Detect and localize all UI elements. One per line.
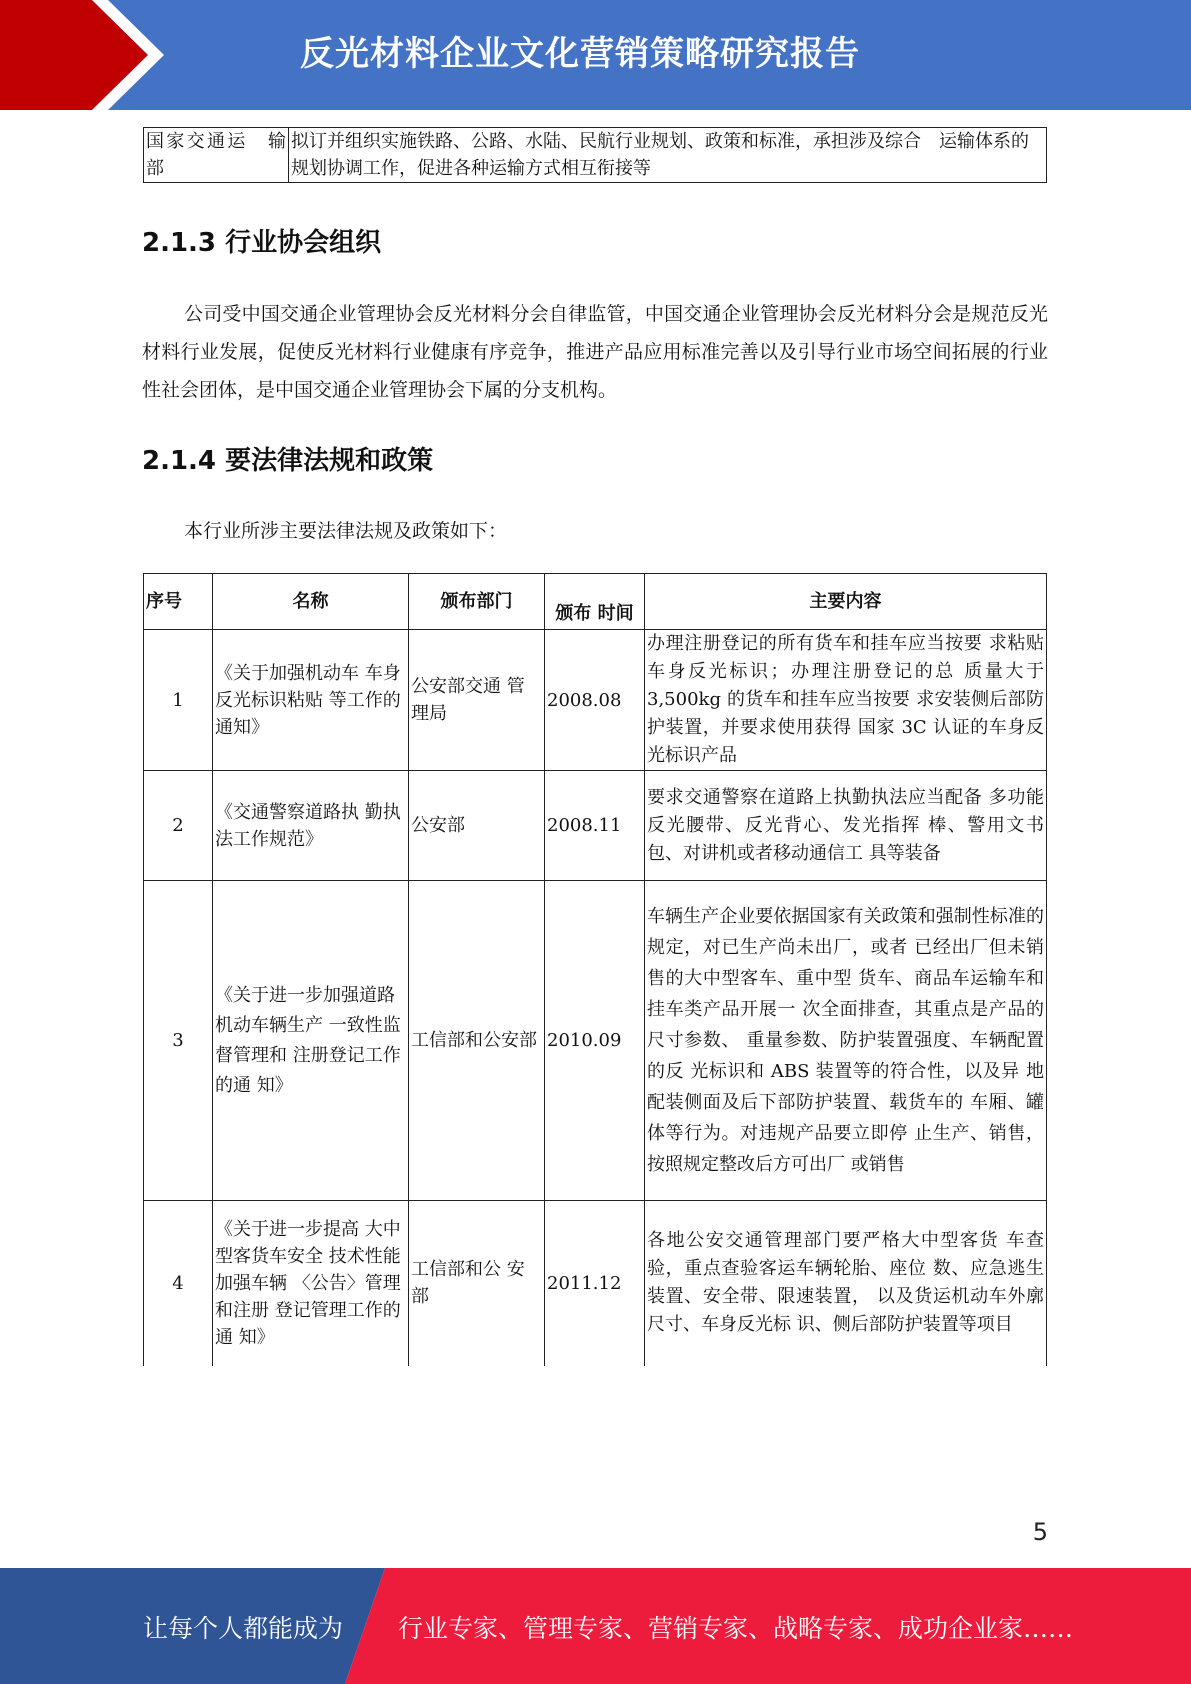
header-dept: 颁布部门 bbox=[409, 574, 545, 630]
section-heading-2-1-3: 2.1.3 行业协会组织 bbox=[142, 228, 382, 258]
row-name: 《关于进一步加强道路机动车辆生产 一致性监督管理和 注册登记工作的通 知》 bbox=[213, 881, 409, 1201]
footer-slogan-right: 行业专家、管理专家、营销专家、战略专家、成功企业家…… bbox=[398, 1614, 1074, 1643]
header-no: 序号 bbox=[144, 574, 213, 630]
table-row bbox=[144, 1201, 1047, 1366]
row-date: 2008.08 bbox=[545, 630, 645, 771]
ministry-table bbox=[143, 127, 1047, 183]
header-content: 主要内容 bbox=[645, 574, 1047, 630]
row-name: 《关于进一步提高 大中型客货车安全 技术性能加强车辆 〈公告〉管理和注册 登记管理工作的通 知》 bbox=[213, 1201, 409, 1366]
report-title: 反光材料企业文化营销策略研究报告 bbox=[300, 34, 860, 74]
header-date: 颁布 时间 bbox=[545, 574, 645, 630]
ministry-name-cell: 国家交通运 输部 bbox=[144, 128, 289, 183]
table-header-row bbox=[144, 574, 1047, 630]
row-date: 2008.11 bbox=[545, 771, 645, 881]
table-row bbox=[144, 128, 1047, 183]
row-no: 3 bbox=[144, 881, 213, 1201]
row-dept: 工信部和公安部 bbox=[409, 881, 545, 1201]
row-name: 《关于加强机动车 车身反光标识粘贴 等工作的通知》 bbox=[213, 630, 409, 771]
row-name: 《交通警察道路执 勤执法工作规范》 bbox=[213, 771, 409, 881]
ministry-desc-cell: 拟订并组织实施铁路、公路、水陆、民航行业规划、政策和标准，承担涉及综合 运输体系的规划协调工作，促进各种运输方式相互衔接等 bbox=[289, 128, 1047, 183]
row-content: 各地公安交通管理部门要严格大中型客货 车查验，重点查验客运车辆轮胎、座位 数、应急逃生装置、安全带、限速装置， 以及货运机动车外廓尺寸、车身反光标 识、侧后部防护装置等项目 bbox=[645, 1201, 1047, 1366]
row-dept: 公安部交通 管理局 bbox=[409, 630, 545, 771]
row-no: 2 bbox=[144, 771, 213, 881]
section-intro: 本行业所涉主要法律法规及政策如下： bbox=[184, 520, 508, 542]
row-dept: 公安部 bbox=[409, 771, 545, 881]
header-name: 名称 bbox=[213, 574, 409, 630]
row-content: 办理注册登记的所有货车和挂车应当按要 求粘贴车身反光标识；办理注册登记的总 质量大于 3,500kg 的货车和挂车应当按要 求安装侧后部防护装置，并要求使用获得 国家 3C 认证的车身反光标识产品 bbox=[645, 630, 1047, 771]
page-header bbox=[0, 0, 1191, 110]
row-content: 车辆生产企业要依据国家有关政策和强制性标准的规定，对已生产尚未出厂，或者 已经出厂但未销售的大中型客车、重中型 货车、商品车运输车和挂车类产品开展一 次全面排查，其重点是产品的尺寸参数、 重量参数、防护装置强度、车辆配置的反 光标识和 ABS 装置等的符合性，以及异 地配装侧面及后下部防护装置、载货车的 车厢、罐体等行为。对违规产品要立即停 止生产、销售，按照规定整改后方可出厂 或销售 bbox=[645, 881, 1047, 1201]
page-footer bbox=[0, 1568, 1191, 1684]
table-row bbox=[144, 630, 1047, 771]
row-date: 2010.09 bbox=[545, 881, 645, 1201]
laws-table bbox=[143, 573, 1047, 1366]
table-row bbox=[144, 771, 1047, 881]
row-no: 4 bbox=[144, 1201, 213, 1366]
table-row bbox=[144, 881, 1047, 1201]
section-paragraph: 公司受中国交通企业管理协会反光材料分会自律监管，中国交通企业管理协会反光材料分会是规范反光材料行业发展，促使反光材料行业健康有序竞争，推进产品应用标准完善以及引导行业市场空间拓展的行业性社会团体，是中国交通企业管理协会下属的分支机构。 bbox=[142, 303, 1048, 401]
page-number: 5 bbox=[1032, 1518, 1048, 1546]
row-content: 要求交通警察在道路上执勤执法应当配备 多功能反光腰带、反光背心、发光指挥 棒、警用文书包、对讲机或者移动通信工 具等装备 bbox=[645, 771, 1047, 881]
section-heading-2-1-4: 2.1.4 要法律法规和政策 bbox=[142, 446, 434, 476]
footer-slogan-left: 让每个人都能成为 bbox=[143, 1614, 344, 1643]
row-date: 2011.12 bbox=[545, 1201, 645, 1366]
row-dept: 工信部和公 安部 bbox=[409, 1201, 545, 1366]
row-no: 1 bbox=[144, 630, 213, 771]
